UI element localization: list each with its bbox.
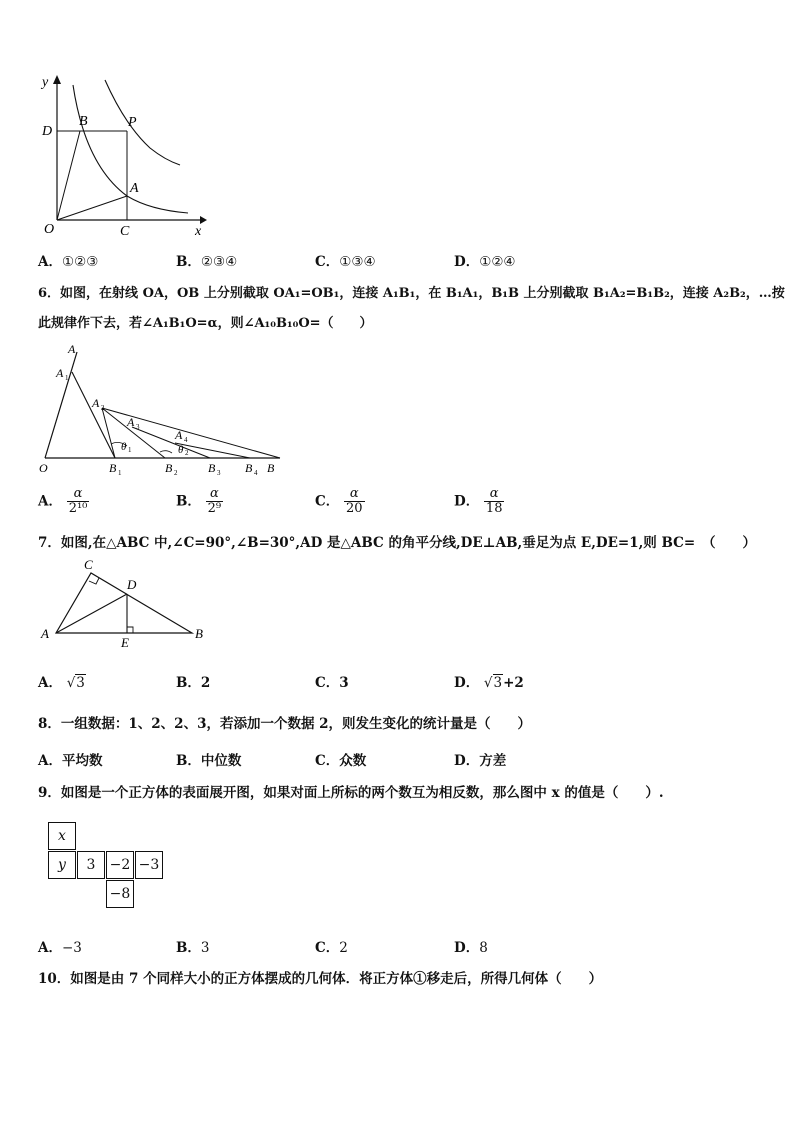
- q7-label-b: B: [195, 626, 203, 641]
- q9-cube-net: [48, 822, 164, 910]
- q6-label-b2: B: [165, 461, 173, 475]
- q9-cell-3: 3: [77, 851, 105, 879]
- q10-stem: 10．如图是由 7 个同样大小的正方体摆成的几何体．将正方体①移走后，所得几何体（ ）: [38, 971, 603, 987]
- q8-option-c[interactable]: C．众数: [315, 753, 367, 769]
- q9-option-a[interactable]: A．−3: [38, 940, 82, 956]
- q6-option-d[interactable]: D． $\frac{\alpha}{18}$: [454, 486, 503, 517]
- q9-cell-neg2: −2: [106, 851, 134, 879]
- q7-figure: [35, 556, 215, 651]
- q6-label-b1: B: [109, 461, 117, 475]
- q7-option-c[interactable]: C．3: [315, 675, 349, 691]
- q8-option-d[interactable]: D．方差: [454, 753, 507, 769]
- q7-stem: 7．如图,在△ABC 中,∠C=90°,∠B=30°,AD 是△ABC 的角平分线,DE⊥AB,垂足为点 E,DE=1,则 BC= （ ）: [38, 535, 756, 551]
- q5-graph: [30, 70, 210, 240]
- q5-label-b: B: [79, 114, 88, 129]
- q6-sub-a3: 3: [136, 423, 140, 431]
- q5-label-d: D: [42, 124, 53, 139]
- q6-label-b4: B: [245, 461, 253, 475]
- q6-sub-a1: 1: [65, 374, 69, 382]
- q5-label-y: y: [42, 75, 49, 90]
- q8-stem: 8．一组数据：1、2、2、3，若添加一个数据 2，则发生变化的统计量是（ ）: [38, 716, 532, 732]
- q6-option-a-fraction: $\frac{\alpha}{\text{2¹⁰}}$: [68, 486, 88, 517]
- q6-label-a1: A: [56, 366, 64, 380]
- q9-cell-y: y: [48, 851, 76, 879]
- q6-label-a3: A: [127, 415, 135, 429]
- q6-label-b3: B: [208, 461, 216, 475]
- q9-cell-neg8: −8: [106, 880, 134, 908]
- q5-label-p: P: [128, 115, 137, 130]
- q6-sub-a4: 4: [184, 436, 188, 444]
- q7-option-d[interactable]: D． √3+2: [454, 675, 524, 691]
- q6-option-a[interactable]: A． $\frac{\alpha}{\text{2¹⁰}}$: [38, 486, 88, 517]
- q6-stem-line1: 6．如图，在射线 OA，OB 上分别截取 OA₁=OB₁，连接 A₁B₁，在 B₁A₁，B₁B 上分别截取 B₁A₂=B₁B₂，连接 A₂B₂，…按: [38, 286, 785, 301]
- q5-label-c: C: [120, 224, 130, 239]
- q8-option-a[interactable]: A．平均数: [38, 753, 103, 769]
- q6-option-b[interactable]: B． $\frac{\alpha}{\text{2⁹}}$: [176, 486, 222, 517]
- q6-label-b: B: [267, 461, 275, 475]
- q6-sub-a2: 2: [101, 404, 105, 412]
- q5-label-x: x: [195, 224, 202, 239]
- q6-option-b-fraction: $\frac{\alpha}{\text{2⁹}}$: [207, 486, 222, 517]
- q7-label-c: C: [84, 557, 93, 572]
- q7-option-b[interactable]: B．2: [176, 675, 211, 691]
- q9-cell-x: x: [48, 822, 76, 850]
- q7-option-a[interactable]: A． √3: [38, 675, 85, 691]
- q6-option-c[interactable]: C． $\frac{\alpha}{20}$: [315, 486, 363, 517]
- q6-stem-line2: 此规律作下去，若∠A₁B₁O=α，则∠A₁₀B₁₀O=（ ）: [38, 316, 373, 331]
- q6-label-a4: A: [175, 428, 183, 442]
- q6-sub-b1: 1: [118, 469, 122, 475]
- q6-sub-b2: 2: [174, 469, 178, 475]
- q5-option-b[interactable]: B．②③④: [176, 254, 238, 270]
- q9-option-d[interactable]: D．8: [454, 940, 488, 956]
- q6-label-theta2: θ: [178, 444, 184, 456]
- q6-option-c-fraction: $\frac{\alpha}{20}$: [345, 486, 363, 517]
- q6-figure: [35, 340, 285, 475]
- q6-sub-b4: 4: [254, 469, 258, 475]
- q5-label-o: O: [44, 222, 55, 237]
- q9-cell-neg3: −3: [135, 851, 163, 879]
- q6-label-o: O: [39, 461, 48, 475]
- q9-option-c[interactable]: C．2: [315, 940, 348, 956]
- q9-stem: 9．如图是一个正方体的表面展开图，如果对面上所标的两个数互为相反数，那么图中 x 的值是（ ）.: [38, 785, 664, 801]
- q6-sub-theta2: 2: [185, 449, 189, 457]
- q6-label-theta1: θ: [121, 441, 127, 453]
- q6-option-d-fraction: $\frac{\alpha}{18}$: [485, 486, 503, 517]
- q6-label-a: A: [68, 342, 76, 356]
- q7-label-e: E: [121, 635, 129, 650]
- q7-label-a: A: [41, 626, 49, 641]
- q6-sub-theta1: 1: [128, 446, 132, 454]
- q8-option-b[interactable]: B．中位数: [176, 753, 242, 769]
- q5-option-d[interactable]: D．①②④: [454, 254, 516, 270]
- q5-option-a[interactable]: A．①②③: [38, 254, 99, 270]
- q5-option-c[interactable]: C．①③④: [315, 254, 376, 270]
- q9-option-b[interactable]: B．3: [176, 940, 210, 956]
- q6-label-a2: A: [92, 396, 100, 410]
- q5-label-a: A: [130, 181, 139, 196]
- q6-sub-b3: 3: [217, 469, 221, 475]
- q7-label-d: D: [127, 577, 137, 592]
